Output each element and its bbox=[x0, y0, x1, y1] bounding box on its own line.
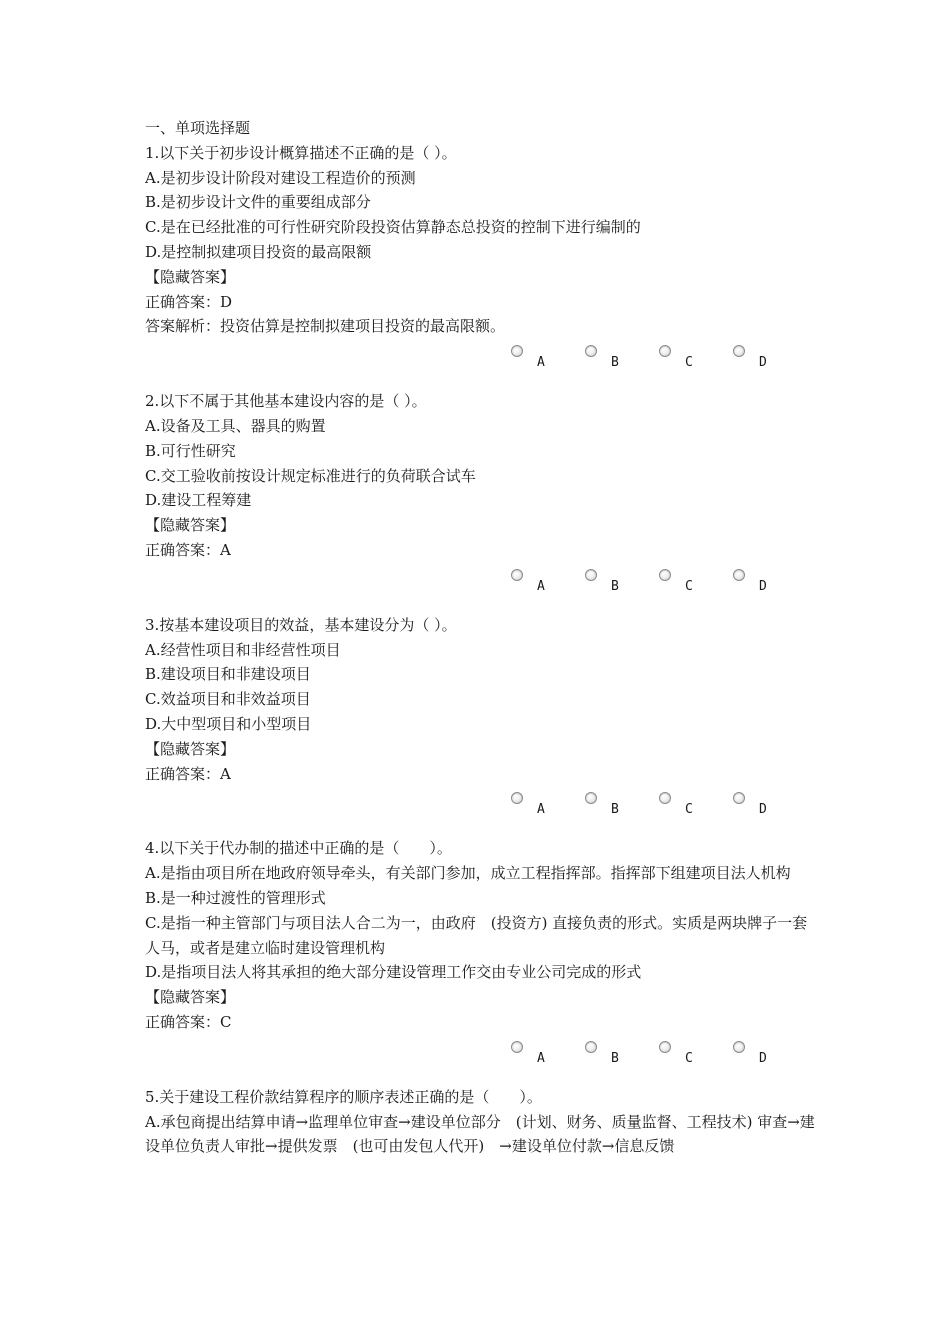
question-stem: 1.以下关于初步设计概算描述不正确的是（ ）。 bbox=[145, 143, 457, 162]
choice-label: A bbox=[537, 802, 545, 818]
correct-answer: 正确答案：A bbox=[145, 764, 231, 783]
choice-label: D bbox=[759, 355, 767, 371]
choice-c[interactable] bbox=[659, 1041, 693, 1081]
radio-button[interactable] bbox=[585, 569, 597, 581]
answer-choices bbox=[145, 565, 815, 613]
choice-label: B bbox=[611, 355, 619, 371]
radio-button[interactable] bbox=[511, 569, 523, 581]
choice-b[interactable] bbox=[585, 569, 619, 609]
option-text: C.是指一种主管部门与项目法人合二为一，由政府 (投资方) 直接负责的形式。实质是两块牌子一套人马，或者是建立临时建设管理机构 bbox=[145, 913, 808, 957]
radio-button[interactable] bbox=[733, 792, 745, 804]
hide-answer-link[interactable]: 【隐藏答案】 bbox=[145, 267, 236, 286]
option-text: A.是指由项目所在地政府领导牵头，有关部门参加，成立工程指挥部。指挥部下组建项目法人机构 bbox=[145, 864, 791, 883]
choice-label: A bbox=[537, 1050, 545, 1066]
choice-label: C bbox=[685, 802, 693, 818]
option-text: D.建设工程筹建 bbox=[145, 491, 252, 510]
option-text: D.是指项目法人将其承担的绝大部分建设管理工作交由专业公司完成的形式 bbox=[145, 963, 642, 982]
choice-label: A bbox=[537, 578, 545, 594]
option-text: A.经营性项目和非经营性项目 bbox=[145, 640, 341, 659]
choice-label: A bbox=[537, 355, 545, 371]
radio-button[interactable] bbox=[733, 569, 745, 581]
radio-button[interactable] bbox=[585, 792, 597, 804]
radio-button[interactable] bbox=[659, 1041, 671, 1053]
answer-choices bbox=[145, 1037, 815, 1085]
option-text: C.效益项目和非效益项目 bbox=[145, 690, 311, 709]
question-2 bbox=[145, 389, 815, 613]
question-3 bbox=[145, 613, 815, 837]
document-page bbox=[145, 116, 815, 1159]
choice-a[interactable] bbox=[511, 345, 545, 385]
radio-button[interactable] bbox=[511, 1041, 523, 1053]
hide-answer-link[interactable]: 【隐藏答案】 bbox=[145, 739, 236, 758]
choice-label: D bbox=[759, 1050, 767, 1066]
question-stem: 3.按基本建设项目的效益，基本建设分为（ ）。 bbox=[145, 615, 457, 634]
radio-button[interactable] bbox=[511, 792, 523, 804]
choice-a[interactable] bbox=[511, 1041, 545, 1081]
answer-choices bbox=[145, 788, 815, 836]
correct-answer: 正确答案：D bbox=[145, 292, 233, 311]
choice-d[interactable] bbox=[733, 1041, 767, 1081]
hide-answer-link[interactable]: 【隐藏答案】 bbox=[145, 516, 236, 535]
option-text: D.大中型项目和小型项目 bbox=[145, 714, 312, 733]
radio-button[interactable] bbox=[659, 569, 671, 581]
choice-label: C bbox=[685, 355, 693, 371]
question-stem: 5.关于建设工程价款结算程序的顺序表述正确的是（ ）。 bbox=[145, 1087, 542, 1106]
question-4 bbox=[145, 836, 815, 1084]
choice-label: B bbox=[611, 802, 619, 818]
radio-button[interactable] bbox=[659, 345, 671, 357]
choice-label: D bbox=[759, 802, 767, 818]
option-text: C.是在已经批准的可行性研究阶段投资估算静态总投资的控制下进行编制的 bbox=[145, 218, 641, 237]
choice-d[interactable] bbox=[733, 345, 767, 385]
question-stem: 2.以下不属于其他基本建设内容的是（ ）。 bbox=[145, 392, 427, 411]
hide-answer-link[interactable]: 【隐藏答案】 bbox=[145, 988, 236, 1007]
choice-label: B bbox=[611, 1050, 619, 1066]
choice-c[interactable] bbox=[659, 569, 693, 609]
option-text: D.是控制拟建项目投资的最高限额 bbox=[145, 242, 372, 261]
choice-label: D bbox=[759, 578, 767, 594]
choice-b[interactable] bbox=[585, 1041, 619, 1081]
question-5 bbox=[145, 1085, 815, 1159]
radio-button[interactable] bbox=[733, 1041, 745, 1053]
choice-c[interactable] bbox=[659, 345, 693, 385]
radio-button[interactable] bbox=[659, 792, 671, 804]
option-text: B.可行性研究 bbox=[145, 441, 236, 460]
choice-d[interactable] bbox=[733, 569, 767, 609]
radio-button[interactable] bbox=[585, 345, 597, 357]
answer-analysis: 答案解析：投资估算是控制拟建项目投资的最高限额。 bbox=[145, 317, 506, 336]
question-1 bbox=[145, 141, 815, 389]
choice-label: B bbox=[611, 578, 619, 594]
option-text: B.建设项目和非建设项目 bbox=[145, 665, 311, 684]
correct-answer: 正确答案：A bbox=[145, 540, 231, 559]
choice-c[interactable] bbox=[659, 792, 693, 832]
correct-answer: 正确答案：C bbox=[145, 1012, 232, 1031]
choice-label: C bbox=[685, 578, 693, 594]
option-text: A.承包商提出结算申请→监理单位审查→建设单位部分 (计划、财务、质量监督、工程技术) 审查→建设单位负责人审批→提供发票 (也可由发包人代开) →建设单位付款→信息反馈 bbox=[145, 1112, 815, 1156]
option-text: B.是初步设计文件的重要组成部分 bbox=[145, 193, 371, 212]
option-text: A.设备及工具、器具的购置 bbox=[145, 416, 326, 435]
choice-b[interactable] bbox=[585, 345, 619, 385]
choice-b[interactable] bbox=[585, 792, 619, 832]
option-text: A.是初步设计阶段对建设工程造价的预测 bbox=[145, 168, 416, 187]
choice-d[interactable] bbox=[733, 792, 767, 832]
answer-choices bbox=[145, 341, 815, 389]
option-text: C.交工验收前按设计规定标准进行的负荷联合试车 bbox=[145, 466, 476, 485]
section-title: 一、单项选择题 bbox=[145, 119, 251, 137]
radio-button[interactable] bbox=[585, 1041, 597, 1053]
option-text: B.是一种过渡性的管理形式 bbox=[145, 888, 326, 907]
choice-a[interactable] bbox=[511, 792, 545, 832]
radio-button[interactable] bbox=[733, 345, 745, 357]
choice-label: C bbox=[685, 1050, 693, 1066]
radio-button[interactable] bbox=[511, 345, 523, 357]
choice-a[interactable] bbox=[511, 569, 545, 609]
question-stem: 4.以下关于代办制的描述中正确的是（ ）。 bbox=[145, 839, 452, 858]
